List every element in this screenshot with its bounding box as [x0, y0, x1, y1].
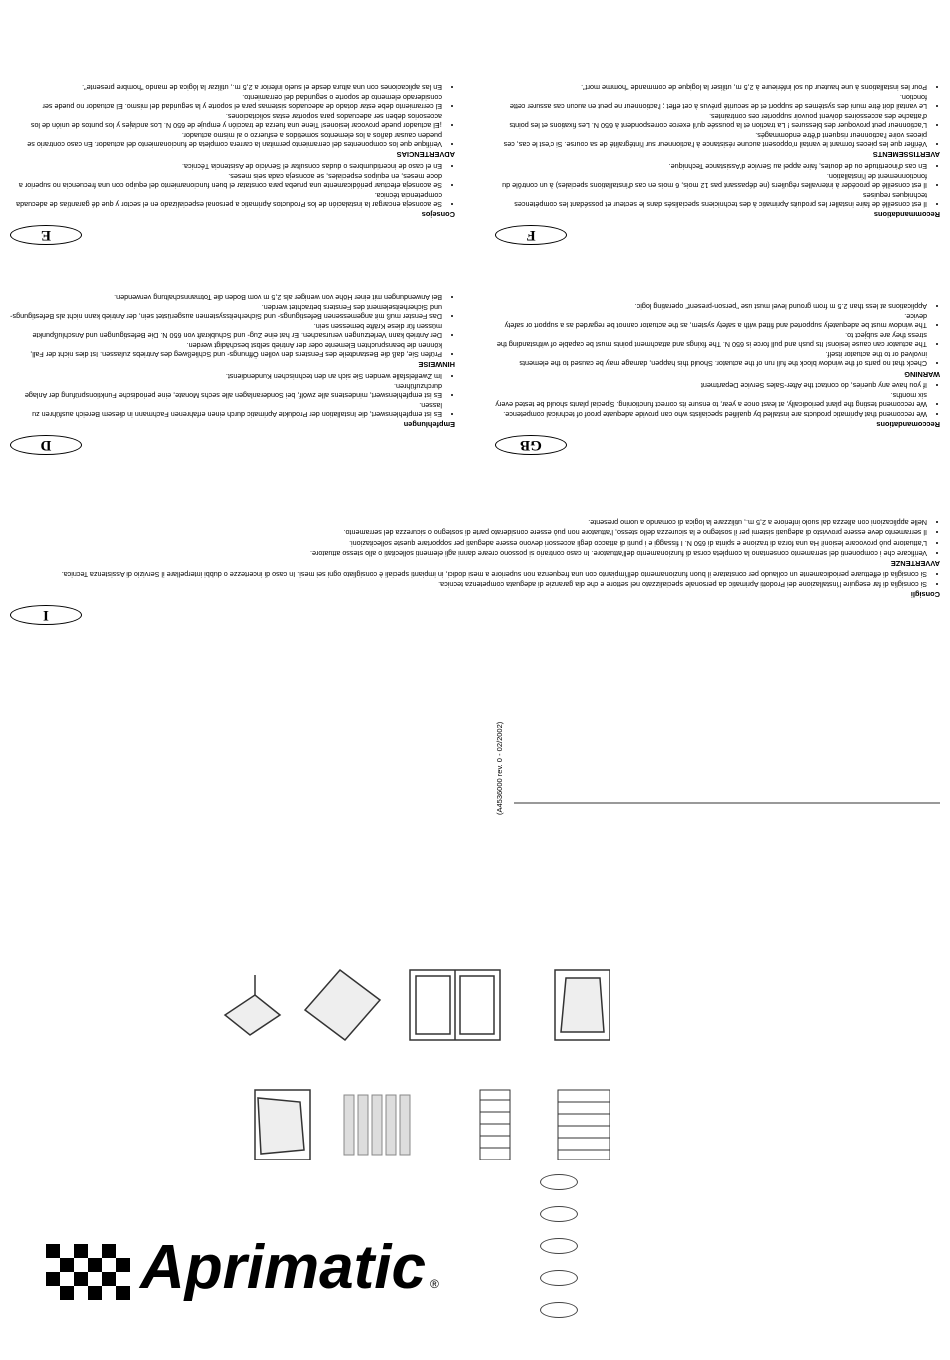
language-badge-gb: GB: [495, 435, 567, 455]
divider-line: [514, 802, 940, 804]
list-item: • ¡El actuador puede provocar lesiones! Tiene una fuerza de tracción y empuje de 650 N. Los anclajes y los puntos de unión de los accesorios deben ser adecuados para soportar estas solicitaciones.: [10, 112, 442, 130]
list-item: • We reccomend that Aprimatic products are installed by qualified specialists who can provide adequate proof of technical competence.: [495, 410, 927, 419]
list-item: • En el caso de incertidumbres o dudas consultar el Servicio de Asistencia Técnica.: [10, 161, 442, 170]
list-item: • Le vantail doit être muni des systèmes de support et de securité prévus à cet effet ; l'actionneur ne peut en aucun cas assurer cette fonction.: [495, 93, 927, 111]
list-item: • Il est conseillé de faire installer les produits Aprimatic à des techniciens specialisés dans le secteur et possédant les compétences techniques requises: [495, 191, 927, 209]
heading-consejos: Consejos: [421, 210, 455, 219]
list-item: • Im Zweifelsfalle wenden Sie sich an den technischen Kundendienst.: [10, 371, 442, 380]
list-item: • Check that no parts of the window block the full run of the actuator. Should this happen, damage may be caused to the elements involved or to the actuator itself.: [495, 350, 927, 368]
language-marker-pill: [540, 1206, 578, 1222]
list-item: • Il serramento deve essere provvisto di adeguati sistemi per il sostegno e la sicurezza dello stesso, l'attuatore non può essere considerato parte di sostegno o sicurezza del serramento.: [10, 528, 927, 537]
figure-louver-wide: [558, 1090, 610, 1160]
heading-recommandations: Recommandations: [873, 210, 940, 219]
figure-skylight-diamond: [305, 970, 380, 1040]
section-german: [10, 292, 455, 455]
list-avvertenze: [10, 518, 940, 557]
figure-roof-vent: [225, 975, 280, 1035]
heading-hinweise: HINWEISE: [418, 360, 455, 370]
list-item: • L'attuatore può provocare lesioni! Ha una forza di trazione e spinta di 650 N. I fissaggi e i punti di attacco degli accessori devono essere adeguati per sopportare queste sollecitazioni.: [10, 538, 927, 547]
list-item: • Prüfen Sie, daß die Bestandteile des Fensters den vollen Öffnungs- und Schließweg des Antriebs zulassen. Ist dies nicht der Fall, können die beanspruchten Elemente oder der Antrieb selbst beschädigt werden.: [10, 341, 442, 359]
list-item: • Es ist empfehlenswert, mindestens alle zwölf, bei Sonderanlagen alle sechs Monate, eine periodische Funktionsprüfung der Anlage durchzuführen.: [10, 382, 442, 400]
list-item: • The actuator can cause lesions! Its push and pull force is 650 N. The fixings and attachment points must be capable of withstanding the stress they are subject to.: [495, 331, 927, 349]
language-marker-pill: [540, 1238, 578, 1254]
figure-bottom-hung-window: [555, 970, 610, 1040]
list-empfehlungen: [10, 371, 455, 418]
language-marker-pill: [540, 1302, 578, 1318]
list-item: • Verificare che i componenti del serramento consentano la completa corsa di funzionamento dell'attuatore. In caso contrario si possono creare danni agli elementi sollecitati o allo stesso attuatore.: [10, 549, 927, 558]
list-item: • Verifique que los componentes del cerramiento permitan la carrera completa de funcionamiento del actuador. En caso contrario se pueden causar daños a los elementos sometidos a esfuerzo o al mismo actuador.: [10, 131, 442, 149]
section-spanish: [10, 82, 455, 245]
figure-vertical-blinds: [344, 1095, 410, 1155]
section-italian: [10, 517, 940, 625]
aprimatic-logo: [20, 1210, 460, 1320]
section-french: [495, 82, 940, 245]
list-consigli: [10, 570, 940, 589]
list-consejos: [10, 161, 455, 208]
list-item: • Bei Anwendungen mit einer Höhe von weniger als 2,5 m vom Boden die Totmannschaltung verwenden.: [10, 293, 442, 302]
list-item: • Se aconseja encargar la instalación de los Productos Aprimatic a personal especializado en el sector y que dé garantías de adecuada competencia técnica.: [10, 191, 442, 209]
list-item: • Si consiglia di effettuare periodicamente un collaudo per constatare il buon funzionamento dell'impianto con una frequenza non superiore a mesi dodici, in impianti speciali è consigliato ogni sei mesi. In caso di incertezze o dubbi interpellare il Servizio di Assistenza Tecnica.: [10, 570, 927, 579]
list-avertissements: [495, 83, 940, 150]
list-item: • En cas d'incertitude ou de doutes, faire appel au Service d'Assistance Technique.: [495, 161, 927, 170]
list-item: • Das Fenster muß mit angemessenen Befestigungs- und Sicherheitssystemen ausgerüstet sein, der Antrieb kann nicht als Befestigungs- und Sicherheitselement des Fensters betrachtet werden.: [10, 303, 442, 321]
document-reference: (A4536000 rev. 0 - 02/2002): [495, 721, 504, 815]
brand-wordmark: Aprimatic: [140, 1233, 426, 1302]
list-item: • L'actionneur peut provoquer des blessures ! La traction et la poussée qu'il exerce correspondent à 650 N. Les fixations et les points d'attache des accessoires doivent pouvoir supporter ces contraintes.: [495, 112, 927, 130]
list-recommendations: [495, 381, 940, 419]
language-marker-pill: [540, 1270, 578, 1286]
heading-empfehlungen: Empfehlungen: [403, 420, 455, 429]
heading-consigli: Consigli: [910, 590, 940, 599]
checkered-flag-icon: [46, 1244, 130, 1300]
list-item: • Es ist empfehlenswert, die Installation der Produkte Aprimatic durch einen erfahrenen Fachmann in diesem Bereich ausführen zu lassen.: [10, 401, 442, 419]
list-item: • El cerramiento debe estar dotado de adecuados sistemas para el soporte y la seguridad del mismo. El actuador no puede ser considerado elemento de soporte o seguridad del cerramiento.: [10, 93, 442, 111]
list-item: • We reccomend testing the plant periodically, at least once a year, to ensure its correct functioning. Special plants should be tested every six months.: [495, 391, 927, 409]
figure-double-window: [410, 970, 500, 1040]
list-item: • If you have any queries, do contact the After-Sales Service Department: [495, 381, 927, 390]
list-item: • Nelle applicazioni con altezza dal suolo inferiore a 2,5 m., utilizzare la logica di comando a uomo presente.: [10, 518, 927, 527]
list-advertencias: [10, 83, 455, 150]
figure-louver-narrow: [480, 1090, 510, 1160]
list-warning: [495, 302, 940, 369]
list-hinweise: [10, 293, 455, 360]
figure-top-hung-window: [255, 1090, 310, 1160]
list-item: • Pour les installations à une hauteur du sol inférieure à 2,5 m, utiliser la logique de commande "homme mort".: [495, 83, 927, 92]
list-item: • Applications at less than 2.5 m from ground level must use "person-present" operating logic.: [495, 302, 927, 311]
language-badge-d: D: [10, 435, 82, 455]
heading-avertissements: AVERTISSEMENTS: [872, 150, 940, 160]
list-item: • Si consiglia di far eseguire l'installazione dei Prodotti Aprimatic da personale specializzato nel settore e che dia garanzie di adeguata competenza tecnica.: [10, 580, 927, 589]
language-marker-pill: [540, 1174, 578, 1190]
list-recommandations: [495, 161, 940, 208]
list-item: • En las aplicaciones con una altura desde el suelo inferior a 2,5 m., utilizar la lógica de mando "hombre presente".: [10, 83, 442, 92]
list-item: • Der Antrieb kann Verletzungen verursachen. Er hat eine Zug- und Schubkraft von 650 N. Die Befestigungen und Anschlußpunkte müssen für diese Kräfte bemessen sein.: [10, 322, 442, 340]
list-item: • Vérifier que les pieces formant le vantail n'opposent aucune résistance à l'actionneur sur l'intégralité de sa course. Si c'est le cas, ces pieces voire l'actionneur risquent d'être endommagés.: [495, 131, 927, 149]
window-type-figures: [210, 950, 610, 1160]
heading-avvertenze: AVVERTENZE: [890, 558, 940, 568]
registered-mark: ®: [430, 1277, 439, 1291]
list-item: • Il est conseillé de procéder à intervalles réguliers (ne dépassant pas 12 mois, 6 mois en cas d'installations speciales) à un contrôle du fonctionnement de l'installation.: [495, 172, 927, 190]
language-badge-e: E: [10, 225, 82, 245]
language-badge-i: I: [10, 605, 82, 625]
heading-recommendations: Reccomandations: [876, 420, 940, 429]
language-badge-f: F: [495, 225, 567, 245]
list-item: • The window must be adequately supported and fitted with a safety system, as the actuator cannot be regarded as a support or safety device.: [495, 312, 927, 330]
list-item: • Se aconseja efectuar periódicamente una prueba para constatar el buen funcionamiento del equipo con una frecuencia no superior a doce meses, en equipos especiales, se aconseja cada seis meses.: [10, 172, 442, 190]
section-english: [495, 301, 940, 455]
heading-advertencias: ADVERTENCIAS: [396, 150, 455, 160]
heading-warning: WARNING: [904, 369, 940, 379]
